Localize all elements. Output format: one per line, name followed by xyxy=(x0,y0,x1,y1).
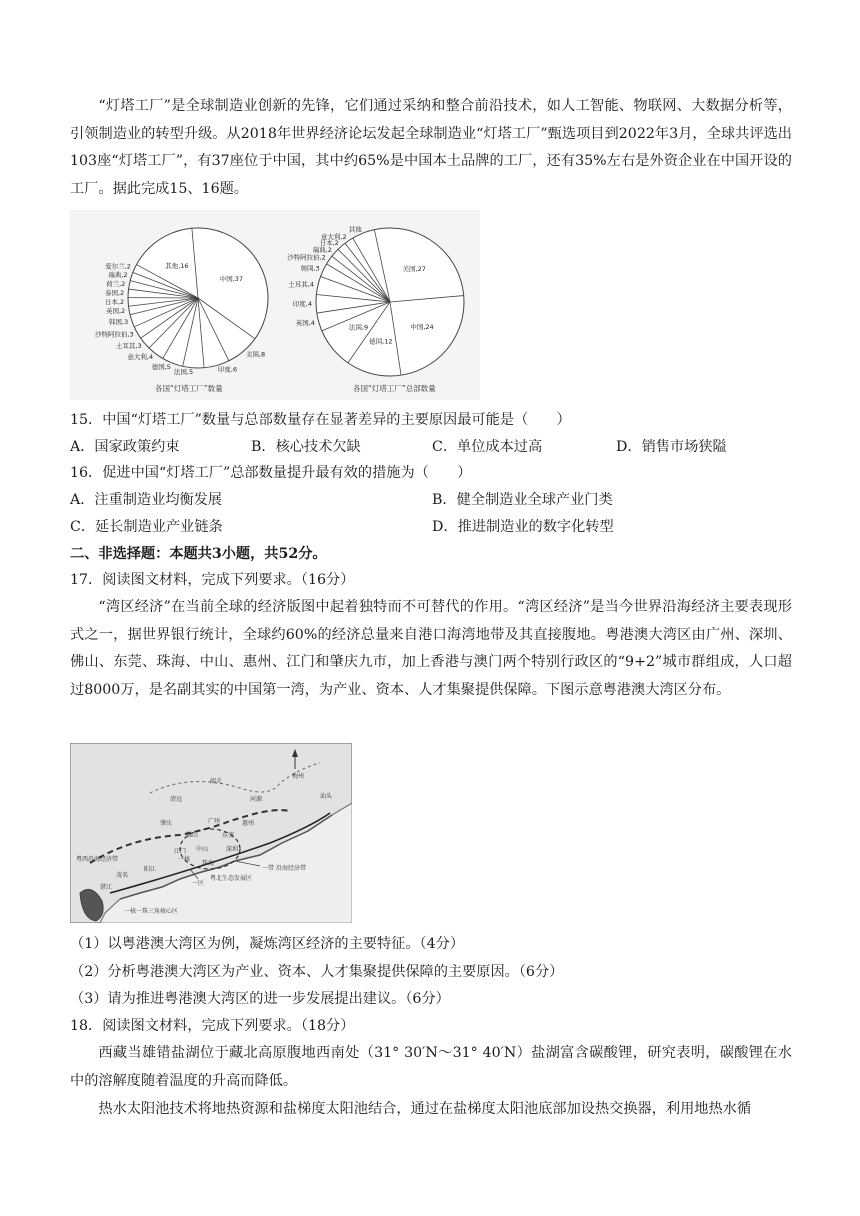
map-label-shenzhen: 深圳 xyxy=(226,846,239,853)
q16-stem: 16．促进中国“灯塔工厂”总部数量提升最有效的措施为（ ） xyxy=(70,465,472,481)
map-label-yangjiang: 阳江 xyxy=(144,866,157,873)
map-label-belt: 一带 xyxy=(262,865,275,872)
pie-slice-label: 荷兰,2 xyxy=(106,280,126,288)
map-label-core-zone: 一核一珠三角核心区 xyxy=(124,908,179,915)
map-label-zhongshan: 中山 xyxy=(196,846,209,853)
map-label-region: 一区 xyxy=(192,880,205,887)
q17-material: “湾区经济”在当前全球的经济版图中起着独特而不可替代的作用。“湾区经济”是当今世界沿海经济主要表现形式之一，据世界银行统计，全球约60%的经济总量来自港口海湾地带及其直接腹地。粤港澳大湾区由广州、深圳、佛山、东莞、珠海、中山、惠州、江门和肇庆九市，加上香港与澳门两个特别行政区的“9+2”城市群组成，人口超过8000万，是名副其实的中国第一湾，为产业、资本、人才集聚提供保障。下图示意粤港澳大湾区分布。 xyxy=(70,599,792,698)
map-label-foshan: 佛山 xyxy=(186,832,199,839)
pie-slice-label: 韩国,3 xyxy=(300,264,320,273)
pie-charts-figure xyxy=(70,210,480,400)
pie-slice-label: 英国,2 xyxy=(105,307,126,316)
q16-option-d[interactable]: D．推进制造业的数字化转型 xyxy=(432,519,614,535)
q15-stem: 15．中国“灯塔工厂”数量与总部数量存在显著差异的主要原因最可能是（ ） xyxy=(70,412,571,428)
q17-stem: 17．阅读图文材料，完成下列要求。（16分） xyxy=(70,572,355,588)
q18-paragraph-1: 西藏当雄错盐湖位于藏北高原腹地西南处（31° 30′N～31° 40′N）盐湖富含碳酸锂，研究表明，碳酸锂在水中的溶解度随着温度的升高而降低。 xyxy=(70,1045,792,1089)
map-label-coast-belt: 沿海经济带 xyxy=(276,865,307,872)
map-label-coast-zone: 粤西沿海经济带 xyxy=(76,856,119,863)
q17-sub1: （1）以粤港澳大湾区为例，凝炼湾区经济的主要特征。（4分） xyxy=(70,936,465,952)
pie-slice-label: 法国,9 xyxy=(348,323,369,332)
pie-slice-label: 印度,6 xyxy=(217,365,238,374)
q17-sub2: （2）分析粤港澳大湾区为产业、资本、人才集聚提供保障的主要原因。（6分） xyxy=(70,964,564,980)
pie-slice-label: 土耳其,3 xyxy=(115,341,142,350)
q15-option-d[interactable]: D．销售市场狭隘 xyxy=(616,439,727,455)
q15-option-b[interactable]: B．核心技术欠缺 xyxy=(251,439,361,455)
pie-slice-label: 美国,8 xyxy=(245,350,266,359)
map-label-heyuan: 河源 xyxy=(250,796,263,803)
pie-slice-label: 法国,5 xyxy=(173,367,194,376)
pie-slice-label: 韩国,3 xyxy=(108,318,129,327)
pie-slice-label: 意大利,4 xyxy=(127,352,154,361)
pie-slice-label: 其他 xyxy=(348,225,362,234)
pie2-title: 各国“灯塔工厂”总部数量 xyxy=(353,384,436,393)
gba-map-figure xyxy=(70,743,352,923)
gba-map-svg xyxy=(70,743,352,923)
q15-option-a[interactable]: A．国家政策约束 xyxy=(70,439,180,455)
pie-slice-label: 德国,5 xyxy=(151,362,171,371)
map-label-dongguan: 东莞 xyxy=(222,832,235,839)
map-label-maoming: 茂名 xyxy=(116,872,129,879)
map-label-shantou: 汕头 xyxy=(320,793,333,800)
pie-slice-label: 美国,27 xyxy=(402,265,426,274)
pie-slice-label: 沙特阿拉伯,3 xyxy=(94,330,134,339)
pie-slice-label: 意大利,2 xyxy=(320,233,347,242)
q16-option-b[interactable]: B．健全制造业全球产业门类 xyxy=(432,492,613,508)
pie-slice-label: 沙特阿拉伯,2 xyxy=(287,253,326,262)
pie-slice-label: 中国,37 xyxy=(219,274,244,283)
pie-slice-label: 泰国,2 xyxy=(104,289,125,298)
pie-slice-label: 瑞典,2 xyxy=(312,246,332,254)
pie-slice-label: 土耳其,4 xyxy=(288,280,314,289)
pie-slice-label: 德国,12 xyxy=(369,337,393,346)
pie-slice-label: 瑞典,2 xyxy=(108,271,128,280)
pie-slice-label: 英国,4 xyxy=(295,319,315,328)
map-label-meizhou: 梅州 xyxy=(292,773,305,780)
map-label-shaoguan: 韶关 xyxy=(210,778,223,785)
map-label-zhanjiang: 湛江 xyxy=(100,884,113,891)
pie-charts-svg xyxy=(70,210,480,400)
map-label-zhaoqing: 肇庆 xyxy=(160,820,173,827)
map-label-zhuhai: 珠海 xyxy=(202,860,215,867)
intro-paragraph: “灯塔工厂”是全球制造业创新的先锋，它们通过采纳和整合前沿技术，如人工智能、物联网、大数据分析等，引领制造业的转型升级。从2018年世界经济论坛发起全球制造业“灯塔工厂”甄选项目到2022年3月，全球共评选出103座“灯塔工厂”，有37座位于中国，其中约65%是中国本土品牌的工厂，还有35%左右是外资企业在中国开设的工厂。据此完成15、16题。 xyxy=(70,98,792,197)
q17-sub3: （3）请为推进粤港澳大湾区的进一步发展提出建议。（6分） xyxy=(70,991,450,1007)
map-label-core: 一核 xyxy=(178,856,191,863)
pie-slice-label: 印度,4 xyxy=(292,299,312,308)
q18-paragraph-2: 热水太阳池技术将地热资源和盐梯度太阳池结合，通过在盐梯度太阳池底部加设热交换器，利用地热水循 xyxy=(98,1101,752,1117)
map-label-north: 粤北生态发展区 xyxy=(210,875,253,882)
pie1-title: 各国“灯塔工厂”数量 xyxy=(155,384,223,393)
map-label-huizhou: 惠州 xyxy=(242,820,255,827)
map-label-jiangmen: 江门 xyxy=(174,848,187,855)
map-label-guangzhou: 广州 xyxy=(208,818,221,825)
pie-slice-label: 日本,2 xyxy=(319,239,339,248)
q18-stem: 18．阅读图文材料，完成下列要求。（18分） xyxy=(70,1018,355,1034)
section-heading: 二、非选择题：本题共3小题，共52分。 xyxy=(70,546,327,562)
q15-option-c[interactable]: C．单位成本过高 xyxy=(432,439,543,455)
pie-slice-label: 日本,2 xyxy=(104,298,125,307)
map-label-qingyuan: 清远 xyxy=(170,796,183,803)
pie-slice-label: 中国,24 xyxy=(410,323,434,332)
q16-option-c[interactable]: C．延长制造业产业链条 xyxy=(70,519,223,535)
q16-option-a[interactable]: A．注重制造业均衡发展 xyxy=(70,492,223,508)
pie-slice-label: 其他,16 xyxy=(165,261,189,270)
pie-slice-label: 爱尔兰,2 xyxy=(105,262,131,271)
